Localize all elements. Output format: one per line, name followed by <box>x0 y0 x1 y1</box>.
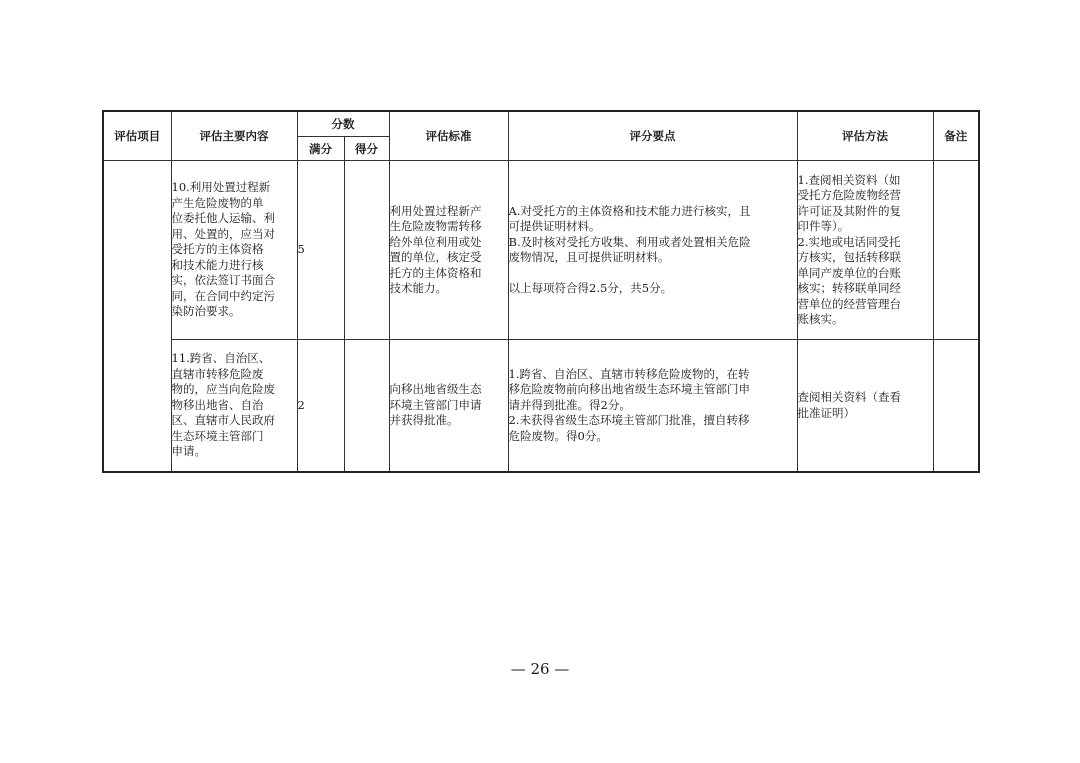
standard-cell: 利用处置过程新产 生危险废物需转移 给外单位利用或处 置的单位，核定受 托方的主体资格和 技术能力。 <box>389 161 508 340</box>
evaluation-table <box>102 110 980 473</box>
header-score: 分数 <box>297 111 389 137</box>
header-remark: 备注 <box>933 111 979 161</box>
header-content: 评估主要内容 <box>171 111 297 161</box>
points-cell: A.对受托方的主体资格和技术能力进行核实，且 可提供证明材料。 B.及时核对受托方收集、利用或者处置相关危险 废物情况，且可提供证明材料。 以上每项符合得2.5分，共5分。 <box>508 161 797 340</box>
got-score-cell <box>344 161 389 340</box>
got-score-cell <box>344 340 389 473</box>
method-cell: 1.查阅相关资料（如 受托方危险废物经营 许可证及其附件的复 印件等）。 2.实地或电话同受托 方核实，包括转移联 单同产废单位的台账 核实；转移联单同经 营单位的经营管理台 账核实。 <box>797 161 933 340</box>
header-method: 评估方法 <box>797 111 933 161</box>
remark-cell <box>933 161 979 340</box>
page-number: — 26 — <box>510 660 570 678</box>
header-full-score: 满分 <box>297 137 344 161</box>
header-standard: 评估标准 <box>389 111 508 161</box>
full-score-cell: 2 <box>297 340 344 473</box>
full-score-cell: 5 <box>297 161 344 340</box>
table-row <box>103 340 979 473</box>
item-cell <box>103 161 171 473</box>
table-header-row <box>103 111 979 137</box>
points-cell: 1.跨省、自治区、直辖市转移危险废物的，在转 移危险废物前向移出地省级生态环境主管部门申 请并得到批准。得2分。 2.未获得省级生态环境主管部门批准，擅自转移 危险废物。得0分。 <box>508 340 797 473</box>
header-got-score: 得分 <box>344 137 389 161</box>
header-points: 评分要点 <box>508 111 797 161</box>
method-cell: 查阅相关资料（查看 批准证明） <box>797 340 933 473</box>
standard-cell: 向移出地省级生态 环境主管部门申请 并获得批准。 <box>389 340 508 473</box>
table-row <box>103 161 979 340</box>
header-item: 评估项目 <box>103 111 171 161</box>
content-cell: 10.利用处置过程新 产生危险废物的单 位委托他人运输、利 用、处置的，应当对 受托方的主体资格 和技术能力进行核 实，依法签订书面合 同，在合同中约定污 染防治要求。 <box>171 161 297 340</box>
content-cell: 11.跨省、自治区、 直辖市转移危险废 物的，应当向危险废 物移出地省、自治 区、直辖市人民政府 生态环境主管部门 申请。 <box>171 340 297 473</box>
remark-cell <box>933 340 979 473</box>
